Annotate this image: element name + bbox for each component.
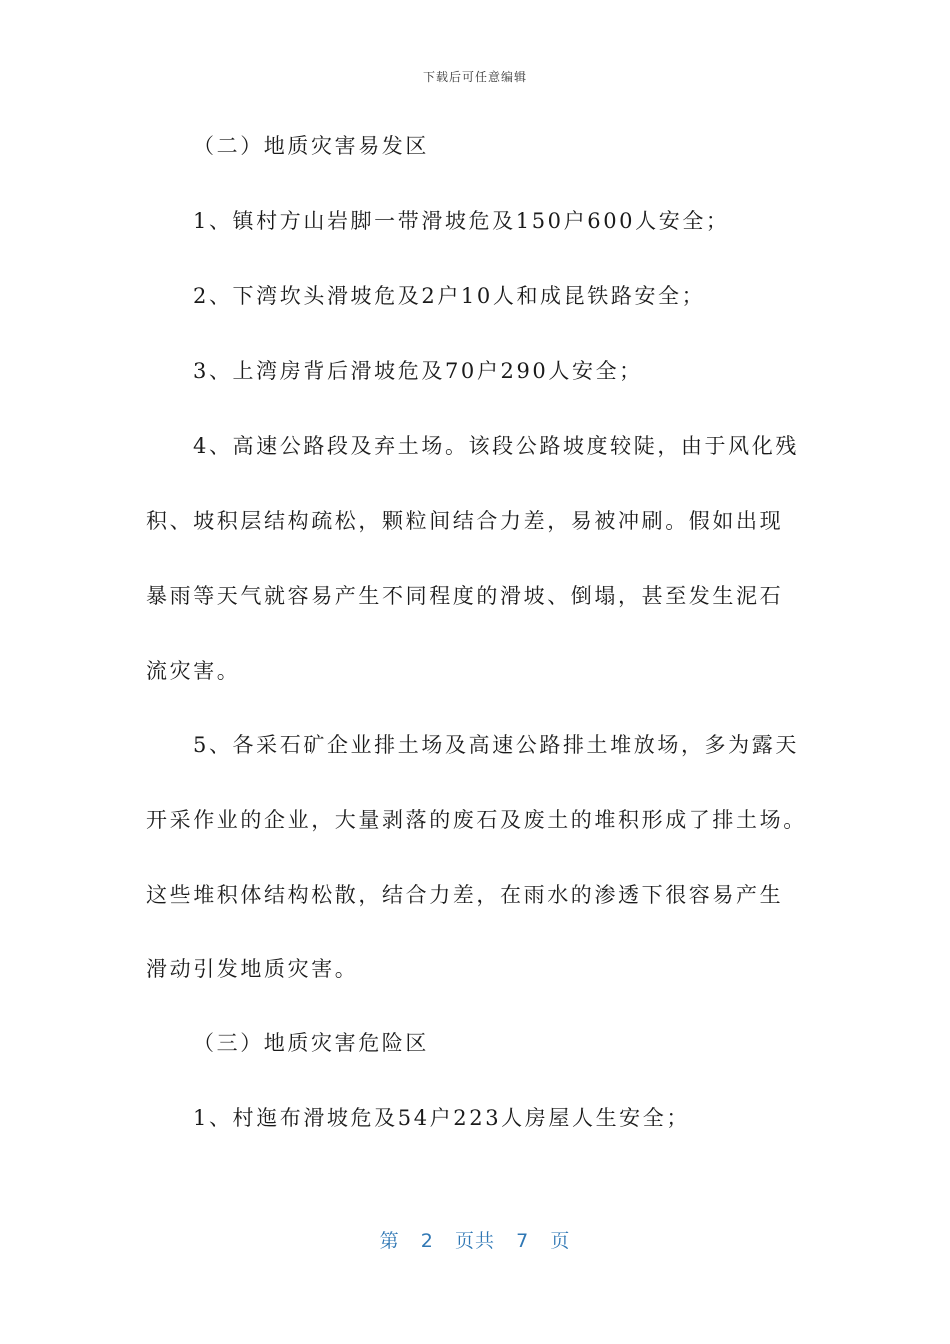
page-label-suffix: 页 [550, 1230, 571, 1252]
page-label-prefix: 第 [379, 1230, 400, 1252]
paragraph-line: 滑动引发地质灾害。 [146, 957, 359, 981]
paragraph-line: 开采作业的企业，大量剥落的废石及废土的堆积形成了排土场。 [146, 808, 807, 832]
paragraph-line: 积、坡积层结构疏松，颗粒间结合力差，易被冲刷。假如出现 [146, 509, 784, 533]
page-number-footer [0, 1226, 950, 1253]
current-page-number: 2 [420, 1230, 434, 1252]
paragraph-line: 1、镇村方山岩脚一带滑坡危及150户600人安全； [193, 209, 730, 233]
paragraph-line: 1、村迤布滑坡危及54户223人房屋人生安全； [193, 1106, 690, 1130]
paragraph-line: 5、各采石矿企业排土场及高速公路排土堆放场，多为露天 [193, 733, 799, 757]
section-heading-2: （二）地质灾害易发区 [193, 134, 429, 158]
total-pages-number: 7 [516, 1230, 530, 1252]
paragraph-line: 2、下湾坎头滑坡危及2户10人和成昆铁路安全； [193, 284, 706, 308]
paragraph-line: 4、高速公路段及弃土场。该段公路坡度较陡，由于风化残 [193, 434, 799, 458]
section-heading-3: （三）地质灾害危险区 [193, 1031, 429, 1055]
paragraph-line: 3、上湾房背后滑坡危及70户290人安全； [193, 359, 643, 383]
page-label-mid: 页共 [454, 1230, 495, 1252]
paragraph-line: 暴雨等天气就容易产生不同程度的滑坡、倒塌，甚至发生泥石 [146, 584, 784, 608]
header-note: 下载后可任意编辑 [422, 70, 527, 84]
paragraph-line: 这些堆积体结构松散，结合力差，在雨水的渗透下很容易产生 [146, 883, 784, 907]
paragraph-line: 流灾害。 [146, 659, 241, 683]
